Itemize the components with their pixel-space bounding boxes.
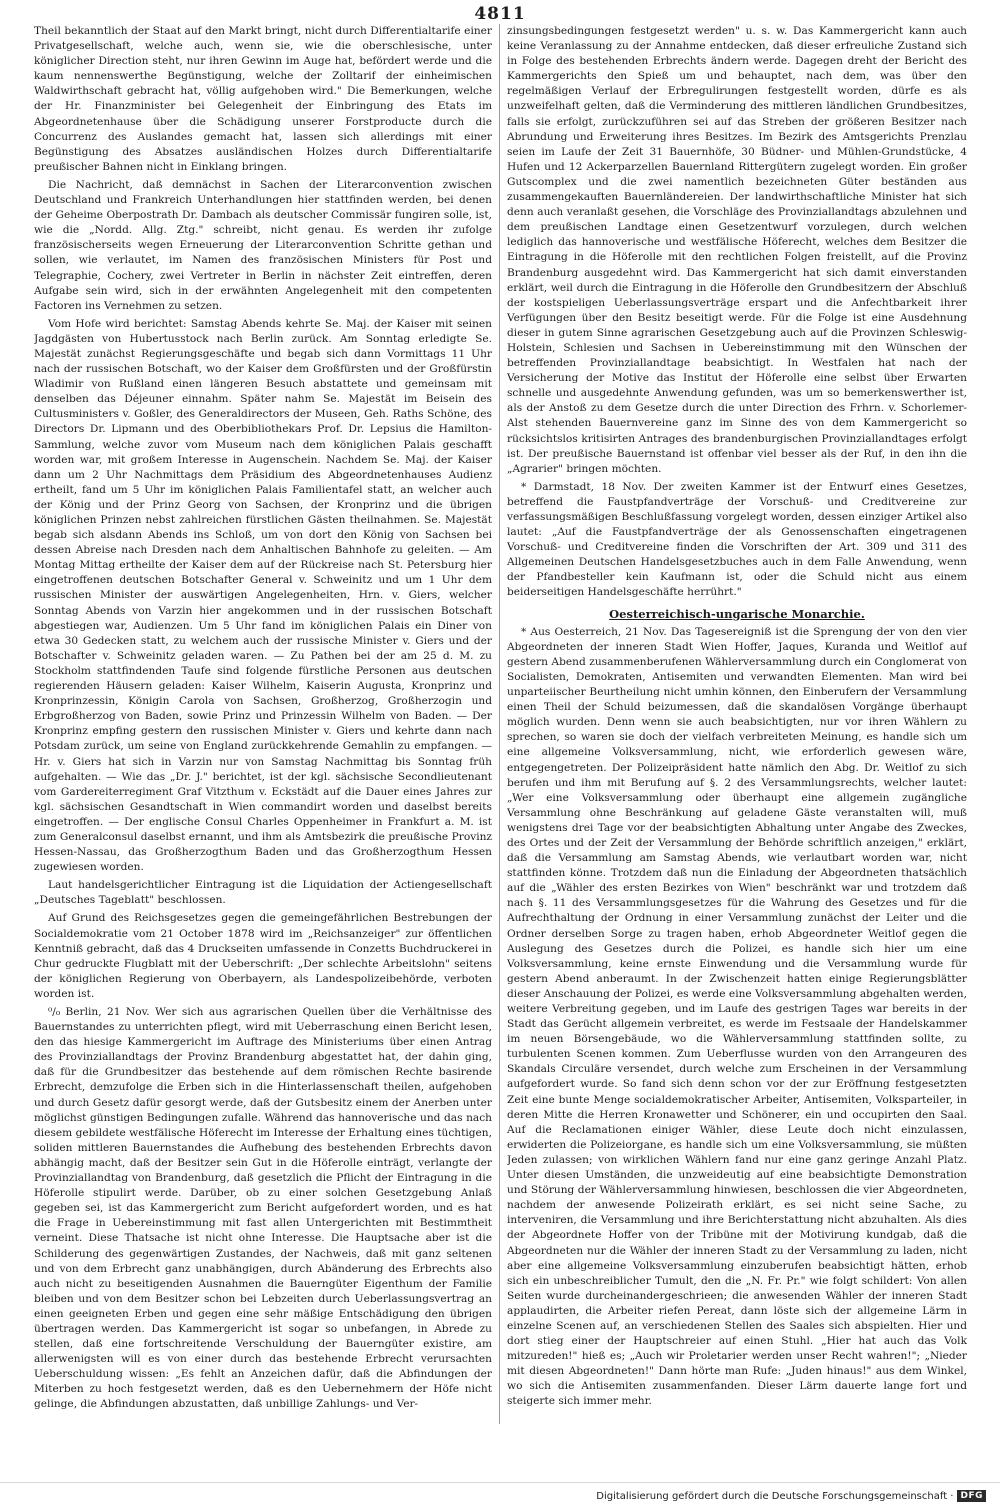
left-paragraph-3: Vom Hofe wird berichtet: Samstag Abends kehrte Se. Maj. der Kaiser mit seinen Jagdgästen von Hubertusstock nach Berlin zurück. Am Sonntag erledigte Se. Majestät zunächst Regierungsgeschäfte und begab sich dann Vormittags 11 Uhr nach der russischen Botschaft, wo der Kaiser dem Großfürsten und der Großfürstin Wladimir von Rußland einen längeren Besuch abstattete und gemeinsam mit denselben das Déjeuner einnahm. Später nahm Se. Majestät im Beisein des Cultusministers v. Goßler, des Generaldirectors der Museen, Geh. Raths Schöne, des Directors Dr. Lipmann und des Oberbibliothekars Prof. Dr. Lepsius die Hamilton-Sammlung, welche zuvor vom Museum nach dem königlichen Palais geschafft worden war, mit großem Interesse in Augenschein. Nachdem Se. Maj. der Kaiser dann um 2 Uhr Nachmittags dem Präsidium des Abgeordnetenhauses Audienz ertheilt, fand um 5 Uhr im königlichen Palais Familientafel statt, an welcher auch der König und der Prinz Georg von Sachsen, der Kronprinz und die übrigen königlichen Prinzen nebst zahlreichen fürstlichen Gästen theilnahmen. Se. Majestät begab sich alsdann Abends ins Schloß, um von dort den König von Sachsen bei dessen Abreise nach Dresden nach dem Anhaltischen Bahnhofe zu geleiten. — Am Montag Mittag ertheilte der Kaiser dem auf der Rückreise nach St. Petersburg hier eingetroffenen deutschen Botschafter General v. Schweinitz und um 1 Uhr dem russischen Minister der auswärtigen Angelegenheiten, Hrn. v. Giers, welcher Sonntag Abends von Varzin hier angekommen und in der russischen Botschaft abgestiegen war, Audienzen. Um 5 Uhr fand im königlichen Palais ein Diner von etwa 30 Gedecken statt, zu welchem auch der russische Minister v. Giers und der Botschafter v. Schweinitz geladen waren. — Zu Pathen bei der am 25 d. M. zu Stockholm stattfindenden Taufe sind folgende fürstliche Personen aus deutschen regierenden Häusern geladen: Kaiser Wilhelm, Kaiserin Augusta, Kronprinz und Kronprinzessin, Königin Carola von Sachsen, Großherzog, Großherzogin und Erbgroßherzog von Baden, sowie Prinz und Prinzessin Wilhelm von Baden. — Der Kronprinz empfing gestern den russischen Minister v. Giers und kehrte dann nach Potsdam zurück, um seine von England zurückkehrende Gemahlin zu empfangen. — Hr. v. Giers hat sich in Varzin nur von Samstag Nachmittag bis Sonntag früh aufgehalten. — Wie das „Dr. J." berichtet, ist der kgl. sächsische Secondlieutenant vom Gardereiterregiment Graf Vitzthum v. Eckstädt auf die Dauer eines Jahres zur kgl. sächsischen Gesandtschaft in Wien commandirt worden und daselbst bereits eingetroffen. — Der englische Consul Charles Oppenheimer in Frankfurt a. M. ist zum Generalconsul daselbst ernannt, und ihm als Amtsbezirk die preußische Provinz Hessen-Nassau, das Großherzogthum Baden und das Großherzogthum Hessen zugewiesen worden. — [34, 317, 492, 874]
left-paragraph-2: Die Nachricht, daß demnächst in Sachen der Literarconvention zwischen Deutschland und Frankreich Unterhandlungen hier stattfinden werden, bei denen der Geheime Oberpostrath Dr. Dambach als deutscher Commissär fungiren solle, ist, wie die „Nordd. Allg. Ztg." schreibt, nicht genau. Es werden ihr zufolge französischerseits wegen Erneuerung der Literarconvention Schritte gethan und sollen, wie verlautet, im Namen des französischen Ministers für Post und Telegraphie, Cochery, zwei Vertreter in Berlin in nächster Zeit eintreffen, deren Aufgabe sein wird, sich in der erwähnten Angelegenheit mit den competenten Factoren ins Vernehmen zu setzen. — [34, 178, 492, 312]
left-paragraph-1: Theil bekanntlich der Staat auf den Markt bringt, nicht durch Differentialtarife einer Privatgesellschaft, welche auch, wenn sie, wie die oberschlesische, unter königlicher Direction steht, nur ihren Gewinn im Auge hat, befördert werde und die kaum nennenswerthe Begünstigung, welche der Zolltarif der einheimischen Waldwirthschaft gebracht hat, völlig aufgehoben wird." Die Bemerkungen, welche der Hr. Finanzminister bei Gelegenheit der Einbringung des Etats im Abgeordnetenhause über die Schädigung unserer Forstproducte durch die Concurrenz des Auslandes gemacht hat, lassen sich allerdings mit einer Begünstigung des Absatzes ausländischen Holzes durch Differentialtarife preußischer Bahnen nicht in Einklang bringen. — [34, 25, 492, 173]
right-paragraph-1: zinsungsbedingungen festgesetzt werden" u. s. w. Das Kammergericht kann auch keine Veranlassung zu der Annahme entdecken, daß dieser erfreuliche Zustand sich in Folge des bestehenden Erbrechts ändern werde. Dagegen dreht der Bericht des Kammergerichts den Spieß um und behauptet, nach dem, was über den regelmäßigen Verlauf der Erbregulirungen festgestellt worden, dürfe es als unzweifelhaft gelten, daß die Verminderung des mittleren ländlichen Grundbesitzes, falls sie erfolgt, zurückzuführen sei auf das Streben der größeren Besitzer nach Abrundung und Erweiterung ihres Besitzes. Im Bezirk des Amtsgerichts Prenzlau seien im Laufe der Zeit 31 Bauernhöfe, 30 Büdner- und Mühlen-Grundstücke, 4 Hufen und 12 Ackerparzellen Bauernland Rittergütern zugelegt worden. Ein großer Gutscomplex und die zwei namentlich bezeichneten Güter beständen aus zusammengekauften Bauernländereien. Der landwirthschaftliche Minister hat sich denn auch veranlaßt gesehen, die Vorschläge des Provinziallandtags abzulehnen und dem preußischen Landtage einen Gesetzentwurf vorzulegen, durch welchen lediglich das hannoverische und westfälische Höferecht, welches dem Besitzer die Eintragung in die Höferolle mit den rechtlichen Folgen freistellt, auf die Provinz Brandenburg ausgedehnt wird. Das Kammergericht hat sich damit einverstanden erklärt, weil durch die Eintragung in die Höferolle den Grundbesitzern der Abschluß der kostspieligen Ueberlassungsverträge erspart und die Anfechtbarkeit ihrer Verfügungen über den Besitz beseitigt werde. Für die Folge ist eine Ausdehnung dieser in gutem Sinne agrarischen Gesetzgebung auch auf die Provinzen Schleswig-Holstein, Schlesien und Sachsen in Uebereinstimmung mit den Wünschen der betreffenden Provinziallandtage beabsichtigt. In Westfalen hat nach der Versicherung der Motive das Institut der Höferolle eine selbst über Erwarten schnelle und ausgedehnte Anwendung gefunden, was um so bemerkenswerther ist, als der Anstoß zu dem Gesetze durch die unter Direction des Frhrn. v. Schorlemer-Alst stehenden Bauernvereine ganz im Sinne des von dem Kammergericht so rücksichtslos kritisirten Antrages des brandenburgischen Provinziallandtages erfolgt ist. Der preußische Bauernstand ist offenbar viel besser als der Ruf, in den ihn die „Agrarier" bringen möchten. — [507, 25, 967, 475]
footer-text: Digitalisierung gefördert durch die Deutsche Forschungsgemeinschaft · — [596, 1490, 954, 1502]
right-paragraph-2: * Darmstadt, 18 Nov. Der zweiten Kammer ist der Entwurf eines Gesetzes, betreffend die Faustpfandverträge der Vorschuß- und Creditvereine zur verfassungsmäßigen Beschlußfassung vorgelegt worden, dessen einziger Artikel also lautet: „Auf die Faustpfandverträge der als Genossenschaften eingetragenen Vorschuß- und Creditvereine finden die Vorschriften der Art. 309 und 311 des Allgemeinen Deutschen Handelsgesetzbuches auch in dem Falle Anwendung, wenn der Pfandbesteller kein Kaufmann ist, oder die Schuld nicht aus einem beiderseitigen Handelsgeschäfte herrührt." — [507, 480, 967, 599]
right-paragraph-3: * Aus Oesterreich, 21 Nov. Das Tagesereigniß ist die Sprengung der von den vier Abgeordneten der inneren Stadt Wien Hoffer, Jaques, Kuranda und Weitlof auf gestern Abend zusammenberufenen Wählerversammlung durch ein Conglomerat von Socialisten, Demokraten, Antisemiten und verwandten Elementen. Man wird bei unparteiischer Beurtheilung nicht umhin können, den Einberufern der Versammlung einen Theil der Schuld beizumessen, daß die skandalösen Vorgänge überhaupt möglich wurden. Denn wenn sie auch beabsichtigten, nur vor ihren Wählern zu sprechen, so waren sie doch der vielfach verbreiteten Meinung, es handle sich um eine allgemeine Volksversammlung, nicht, wie erforderlich gewesen wäre, entgegengetreten. Der Polizeipräsident hatte nämlich den Abg. Dr. Weitlof zu sich berufen und ihm mit Berufung auf §. 2 des Versammlungsrechts, welcher lautet: „Wer eine Volksversammlung oder überhaupt eine allgemein zugängliche Versammlung ohne Beschränkung auf geladene Gäste veranstalten will, muß wenigstens drei Tage vor der beabsichtigten Abhaltung unter Angabe des Zweckes, des Ortes und der Zeit der Versammlung der Behörde schriftlich anzeigen," erklärt, daß die Versammlung am Samstag Abends, wie verlautbart worden war, nicht stattfinden könne. Trotzdem daß nun die Einladung der Abgeordneten thatsächlich auf die „Wähler des ersten Bezirkes von Wien" beschränkt war und trotzdem daß nach §. 11 des Versammlungsgesetzes für die Wahrung des Gesetzes und für die Aufrechthaltung der Ordnung in einer Versammlung zunächst der Leiter und die Ordner derselben Sorge zu tragen haben, erhob Abgeordneter Weitlof gegen die Auslegung des Gesetzes durch die Polizei, es handle sich hier um eine Volksversammlung, keine ernste Einwendung und die Versammlung wurde für gestern Abend anberaumt. In der Zwischenzeit hatten einige Regierungsblätter dieser Anschauung der Polizei, es werde eine Volksversammlung abgehalten werden, weitere Verbreitung gegeben, und im Laufe des gestrigen Tages war bereits in der Stadt das Gerücht allgemein verbreitet, es werde im Festsaale der Handelskammer im neuen Börsengebäude, wo die Wählerversammlung stattfinden sollte, zu turbulenten Scenen kommen. Zum Ueberflusse wurden von den Arrangeuren des Skandals Circuläre versendet, durch welche zum Erscheinen in der Versammlung aufgefordert wurde. So fand sich denn schon vor der zur Eröffnung festgesetzten Zeit eine bunte Menge socialdemokratischer Arbeiter, Antisemiten, Volksparteiler, in deren Mitte die Herren Kronawetter und Schönerer, ein und occupirten den Saal. Auf die Reclamationen einiger Wähler, diese Leute doch nicht einzulassen, erwiderten die Polizeiorgane, es handle sich um eine Volksversammlung, sie müßten Jeden zulassen; von wirklichen Wählern fand nur eine ganz geringe Anzahl Platz. Unter diesen Umständen, die unzweideutig auf eine beabsichtigte Demonstration und Störung der Wählerversammlung hinwiesen, beschlossen die vier Abgeordneten, nachdem der anwesende Polizeirath erklärt, es sei nicht seine Sache, zu interveniren, die Versammlung und ihre Berichterstattung nicht abzuhalten. Als dies der Abgeordnete Hoffer von der Tribüne mit der Motivirung kundgab, daß die Abgeordneten nur die Wähler der inneren Stadt zu der Versammlung zu laden, nicht aber eine allgemeine Volksversammlung einzuberufen beabsichtigt hätten, erhob sich ein unbeschreiblicher Tumult, den die „N. Fr. Pr." wie folgt schildert: Von allen Seiten wurde durcheinandergeschrieen; die anwesenden Wähler der inneren Stadt applaudirten, die Arbeiter riefen Pereat, dann löste sich der allgemeine Lärm in einzelne Scenen auf, an verschiedenen Stellen des Saales sich abspielten. Hier und dort stieg einer der Hauptschreier auf einen Stuhl. „Hier hat auch das Volk mitzureden!" hieß es; „Auch wir Proletarier werden unser Recht wahren!"; „Nieder mit diesen Abgeordneten!" Dann hörte man Rufe: „Juden hinaus!" aus dem Winkel, wo sich die Antisemiten zusammenfanden. Dieser Lärm dauerte lange fort und steigerte sich immer mehr. — [507, 625, 967, 1408]
right-column — [507, 24, 967, 1424]
left-paragraph-5: Auf Grund des Reichsgesetzes gegen die gemeingefährlichen Bestrebungen der Socialdemokratie vom 21 October 1878 wird im „Reichsanzeiger" zur öffentlichen Kenntniß gebracht, daß das 4 Druckseiten umfassende in Conzetts Buchdruckerei in Chur gedruckte Flugblatt mit der Ueberschrift: „Der schlechte Arbeitslohn" seitens der königlichen Regierung von Oberbayern, als Landespolizeibehörde, verboten worden ist. — [34, 912, 492, 1000]
footer — [596, 1490, 986, 1502]
left-paragraph-6: ⁰/₀ Berlin, 21 Nov. Wer sich aus agrarischen Quellen über die Verhältnisse des Bauernstandes zu unterrichten pflegt, wird mit Ueberraschung einen Bericht lesen, den das hiesige Kammergericht im Auftrage des Ministeriums über einen Antrag des Provinziallandtags der Provinz Brandenburg abgestattet hat, der dahin ging, daß für die Grundbesitzer das bestehende auf dem römischen Rechte basirende Erbrecht, demzufolge die Erben sich in die Hinterlassenschaft theilen, aufgehoben und durch Gesetz dafür gesorgt werde, daß der Gutsbesitz einem der Anerben unter möglichst günstigen Bedingungen zufalle. Während das hannoverische und das nach diesem gebildete westfälische Höferecht im Interesse der Erhaltung eines tüchtigen, soliden mittleren Bauernstandes die Aufhebung des bestehenden Erbrechts davon abhängig macht, daß der Besitzer sein Gut in die Höferolle einträgt, verlangte der Provinziallandtag von Brandenburg, daß gesetzlich die Pflicht der Eintragung in die Höferolle stipulirt werde. Darüber, ob zu einer solchen Gesetzgebung Anlaß gegeben sei, ist das Kammergericht zum Bericht aufgefordert worden, und es hat die Frage in Uebereinstimmung mit fast allen Untergerichten mit Bestimmtheit verneint. Diese Thatsache ist nicht ohne Interesse. Die Hauptsache aber ist die Schilderung des gegenwärtigen Zustandes, der Nachweis, daß mit ganz seltenen und von dem Erbrecht ganz unabhängigen, durch Abänderung des Erbrechts also auch nicht zu beseitigenden Ausnahmen die Bauerngüter Eigenthum der Familie bleiben und von dem Besitzer schon bei Lebzeiten durch Ueberlassungsvertrag an einen geeigneten Erben und gegen eine sehr mäßige Entschädigung den übrigen übertragen werden. Das Kammergericht ist sogar so unbefangen, in Abrede zu stellen, daß eine fortschreitende Verschuldung der Bauerngüter existire, am allerwenigsten will es von einer durch das bestehende Erbrecht verursachten Ueberschuldung wissen: „Es fehlt an Anzeichen dafür, daß die Abfindungen der Miterben zu hoch festgesetzt werden, daß es den Uebernehmern der Höfe nicht gelinge, die Abfindungen abzustatten, daß unbillige Zahlungs- und Ver- — [34, 1006, 492, 1411]
page-number: 4811 — [474, 4, 526, 24]
left-column — [34, 24, 492, 1414]
footer-divider — [0, 1482, 1000, 1483]
column-divider — [499, 24, 500, 1424]
section-heading: Oesterreichisch-ungarische Monarchie. — [609, 606, 865, 621]
left-paragraph-4: Laut handelsgerichtlicher Eintragung ist die Liquidation der Actiengesellschaft „Deutsches Tageblatt" beschlossen. — [34, 879, 492, 907]
dfg-logo-icon: DFG — [957, 1490, 986, 1502]
